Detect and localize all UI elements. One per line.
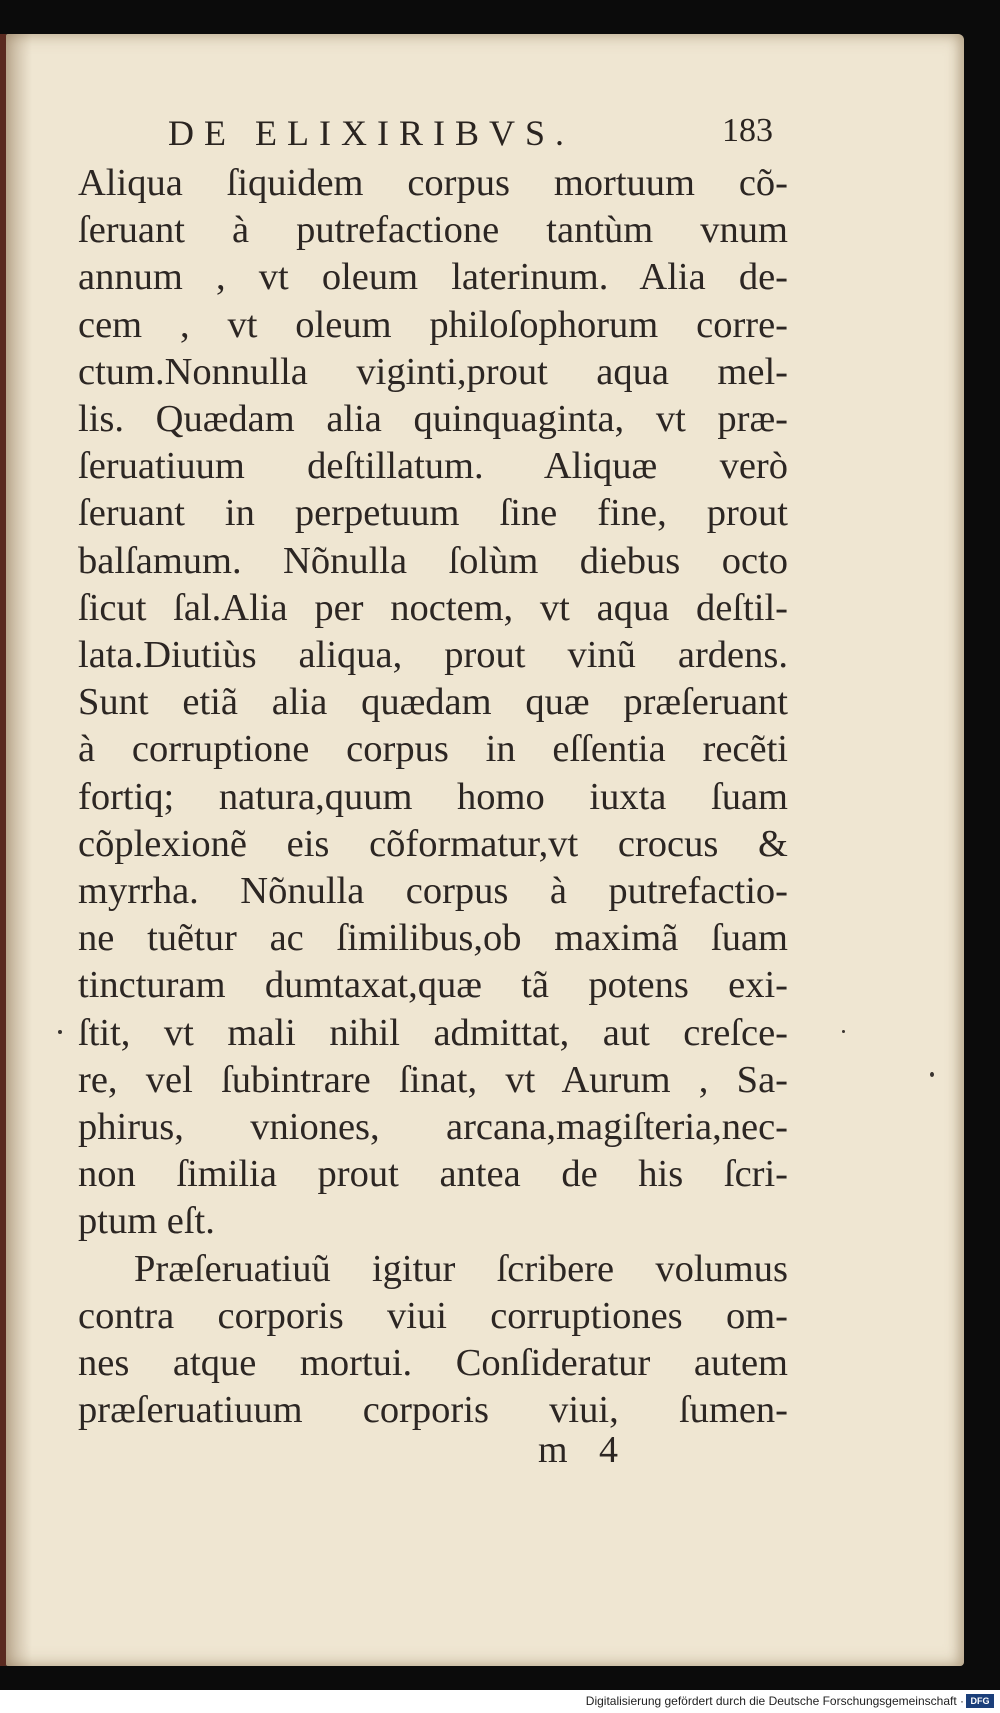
ink-speck [930,1072,934,1077]
text-line: non ſimilia prout antea de his ſcri- [78,1153,788,1196]
text-line: lata.Diutiùs aliqua, prout vinũ ardens. [78,634,788,677]
text-line: cõplexionẽ eis cõformatur,vt crocus & [78,822,788,865]
page-number: 183 [722,112,773,149]
text-line: ſeruant à putrefactione tantùm vnum [78,209,788,252]
text-line: lis. Quædam alia quinquaginta, vt præ- [78,398,788,441]
text-line: phirus, vniones, arcana,magiſteria,nec- [78,1106,788,1149]
ink-speck [842,1030,845,1033]
ink-speck [58,1030,62,1034]
text-line: contra corporis viui corruptiones om- [78,1294,788,1337]
text-line: cem , vt oleum philoſophorum corre- [78,303,788,346]
text-line: Sunt etiã alia quædam quæ præſeruant [78,681,788,724]
text-line: ptum eſt. [78,1200,215,1243]
digitization-credit: Digitalisierung gefördert durch die Deutsche Forschungsgemeinschaft · [585,1694,964,1708]
text-line: ſicut ſal.Alia per noctem, vt aqua deſtil- [78,586,788,629]
text-line: ſeruatiuum deſtillatum. Aliquæ verò [78,445,788,488]
text-line: balſamum. Nõnulla ſolùm diebus octo [78,539,788,582]
text-line: ſtit, vt mali nihil admittat, aut creſce- [78,1011,788,1054]
text-line: ne tuẽtur ac ſimilibus,ob maximã ſuam [78,917,788,960]
text-line: re, vel ſubintrare ſinat, vt Aurum , Sa- [78,1058,788,1101]
text-line: tincturam dumtaxat,quæ tã potens exi- [78,964,788,1007]
text-line: ſeruant in perpetuum ſine fine, prout [78,492,788,535]
paragraph-start-line: Præſeruatiuũ igitur ſcribere volumus [134,1247,788,1290]
dfg-logo: DFG [966,1694,994,1708]
text-line: fortiq; natura,quum homo iuxta ſuam [78,775,788,818]
text-line: ctum.Nonnulla viginti,prout aqua mel- [78,350,788,393]
signature-mark: m 4 [538,1429,619,1471]
text-line: annum , vt oleum laterinum. Alia de- [78,256,788,299]
text-line: à corruptione corpus in eſſentia recẽti [78,728,788,771]
footer-bar [0,1690,1000,1713]
page-header [60,112,780,162]
text-line: myrrha. Nõnulla corpus à putrefactio- [78,870,788,913]
text-line: Aliqua ſiquidem corpus mortuum cõ- [78,162,788,204]
text-line: nes atque mortui. Conſideratur autem [78,1342,788,1385]
text-line: præſeruatiuum corporis viui, ſumen- [78,1389,788,1432]
body-text [78,160,788,1434]
running-title: DE ELIXIRIBVS. [168,113,574,153]
